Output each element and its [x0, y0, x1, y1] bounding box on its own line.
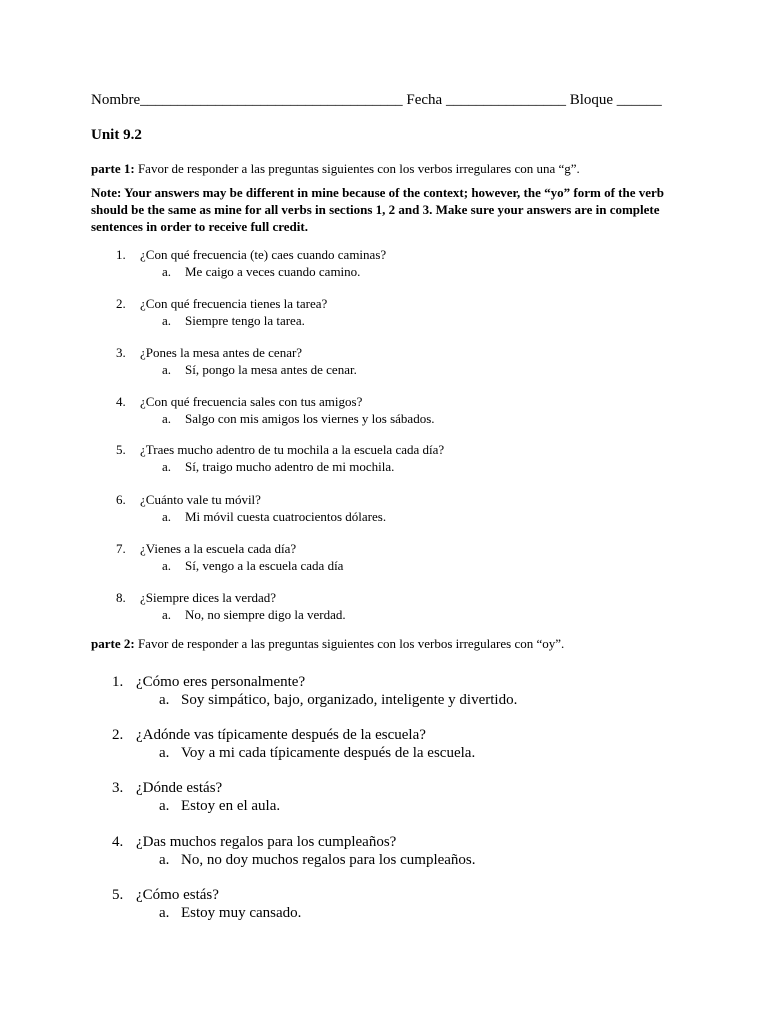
question-number: 4. [116, 394, 126, 409]
answer-text: Me caigo a veces cuando camino. [185, 264, 361, 279]
answer-letter: a. [162, 607, 172, 622]
answer-text: Siempre tengo la tarea. [185, 313, 305, 328]
question-text: ¿Cuánto vale tu móvil? [140, 492, 261, 507]
part2-label: parte 2: [91, 636, 135, 651]
question-text: ¿Con qué frecuencia tienes la tarea? [140, 296, 328, 311]
answer-letter: a. [162, 313, 172, 328]
question-number: 1. [112, 674, 124, 690]
question-number: 5. [116, 442, 126, 457]
answer-text: Mi móvil cuesta cuatrocientos dólares. [185, 509, 387, 524]
student-info-line: Nombre___________________________________ Fecha ________________ Bloque ______ [91, 92, 662, 108]
answer-letter: a. [162, 459, 172, 474]
note-paragraph [91, 184, 681, 235]
question-number: 4. [112, 834, 124, 850]
unit-title: Unit 9.2 [91, 127, 142, 143]
question-text: ¿Dónde estás? [136, 780, 223, 796]
question-number: 3. [112, 780, 124, 796]
question-text: ¿Cómo estás? [136, 887, 219, 903]
note-text: Your answers may be different in mine because of the context; however, the “yo” form of the verb should be the same as mine for all verbs in sections 1, 2 and 3. Make sure your answers are in complete sentences in order to receive full credit. [91, 185, 664, 234]
question-text: ¿Siempre dices la verdad? [140, 590, 277, 605]
part1-instruction: Favor de responder a las preguntas siguientes con los verbos irregulares con una “g”. [134, 161, 580, 176]
part2-intro [91, 636, 564, 652]
part2-instruction: Favor de responder a las preguntas siguientes con los verbos irregulares con “oy”. [134, 636, 565, 651]
answer-text: Estoy muy cansado. [181, 905, 302, 921]
note-label: Note: [91, 185, 122, 200]
question-text: ¿Con qué frecuencia sales con tus amigos? [140, 394, 363, 409]
question-number: 2. [116, 296, 126, 311]
answer-letter: a. [162, 264, 172, 279]
question-number: 7. [116, 541, 126, 556]
answer-text: No, no siempre digo la verdad. [185, 607, 346, 622]
question-number: 2. [112, 727, 124, 743]
answer-letter: a. [162, 509, 172, 524]
question-number: 5. [112, 887, 124, 903]
answer-text: Estoy en el aula. [181, 798, 281, 814]
answer-letter: a. [159, 905, 170, 921]
answer-letter: a. [159, 745, 170, 761]
question-text: ¿Adónde vas típicamente después de la escuela? [136, 727, 426, 743]
question-number: 6. [116, 492, 126, 507]
question-text: ¿Traes mucho adentro de tu mochila a la escuela cada día? [140, 442, 445, 457]
question-text: ¿Das muchos regalos para los cumpleaños? [136, 834, 397, 850]
question-number: 1. [116, 247, 126, 262]
answer-text: Sí, traigo mucho adentro de mi mochila. [185, 459, 395, 474]
answer-text: No, no doy muchos regalos para los cumpleaños. [181, 852, 476, 868]
question-number: 8. [116, 590, 126, 605]
answer-text: Salgo con mis amigos los viernes y los sábados. [185, 411, 435, 426]
question-text: ¿Vienes a la escuela cada día? [140, 541, 297, 556]
question-text: ¿Con qué frecuencia (te) caes cuando caminas? [140, 247, 387, 262]
answer-letter: a. [159, 852, 170, 868]
part1-label: parte 1: [91, 161, 135, 176]
answer-text: Sí, vengo a la escuela cada día [185, 558, 344, 573]
answer-letter: a. [162, 558, 172, 573]
answer-letter: a. [159, 692, 170, 708]
question-text: ¿Cómo eres personalmente? [136, 674, 306, 690]
answer-text: Soy simpático, bajo, organizado, inteligente y divertido. [181, 692, 518, 708]
question-text: ¿Pones la mesa antes de cenar? [140, 345, 303, 360]
answer-letter: a. [162, 362, 172, 377]
answer-letter: a. [159, 798, 170, 814]
answer-letter: a. [162, 411, 172, 426]
answer-text: Voy a mi cada típicamente después de la escuela. [181, 745, 476, 761]
part1-intro [91, 161, 580, 177]
answer-text: Sí, pongo la mesa antes de cenar. [185, 362, 357, 377]
question-number: 3. [116, 345, 126, 360]
